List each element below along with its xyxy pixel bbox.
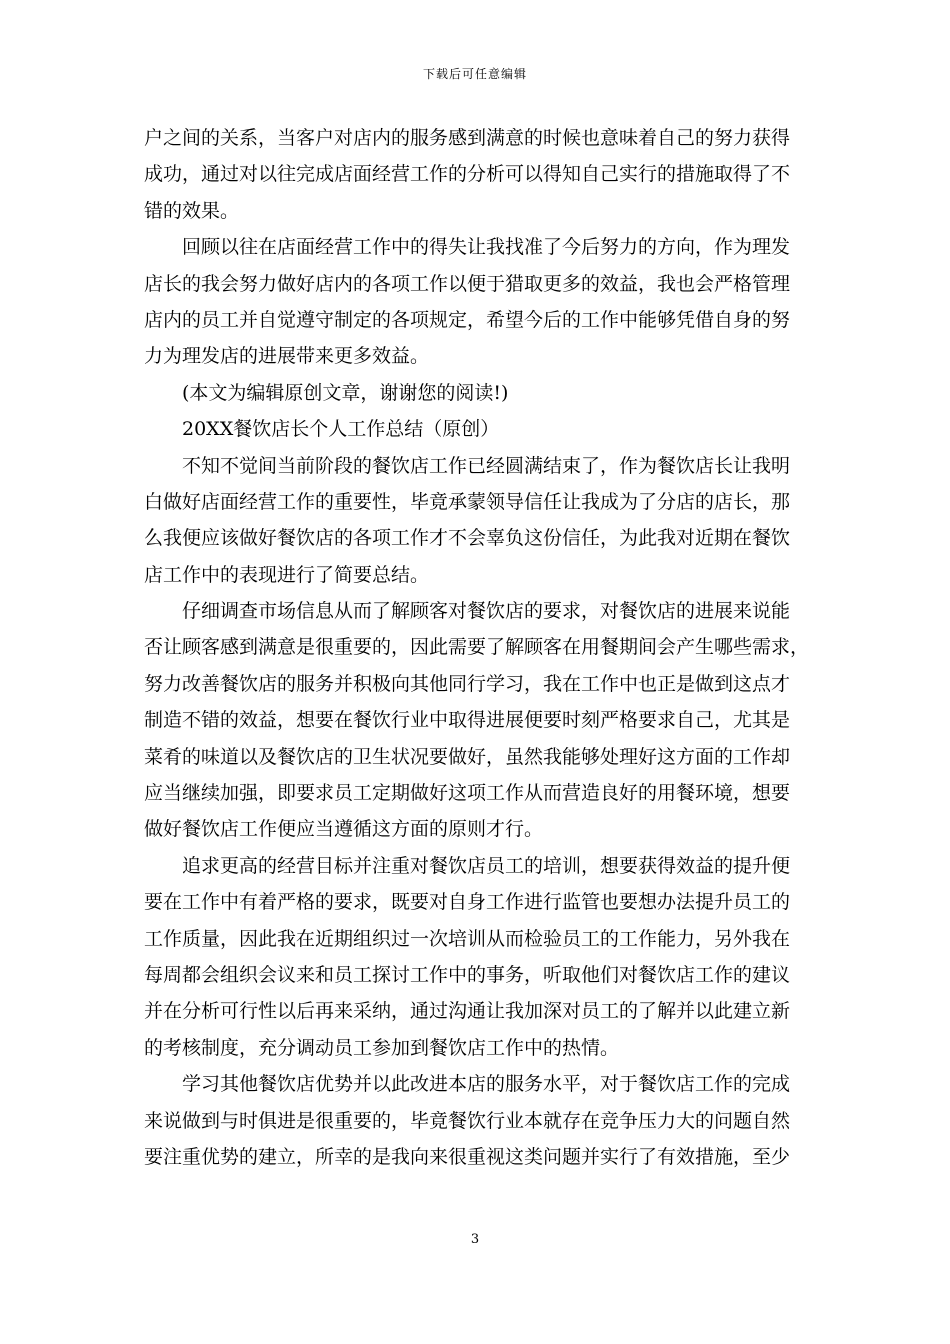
text-line: 否让顾客感到满意是很重要的，因此需要了解顾客在用餐期间会产生哪些需求， <box>144 636 810 659</box>
text-line: 工作质量，因此我在近期组织过一次培训从而检验员工的工作能力，另外我在 <box>144 927 791 950</box>
text-line: 店长的我会努力做好店内的各项工作以便于猎取更多的效益，我也会严格管理 <box>144 272 791 295</box>
text-line: 做好餐饮店工作便应当遵循这方面的原则才行。 <box>144 818 544 841</box>
text-line: 努力改善餐饮店的服务并积极向其他同行学习，我在工作中也正是做到这点才 <box>144 672 791 695</box>
text-line: 学习其他餐饮店优势并以此改进本店的服务水平，对于餐饮店工作的完成 <box>182 1073 791 1096</box>
text-line: 应当继续加强，即要求员工定期做好这项工作从而营造良好的用餐环境，想要 <box>144 782 791 805</box>
text-line: 成功，通过对以往完成店面经营工作的分析可以得知自己实行的措施取得了不 <box>144 163 791 186</box>
text-line: 来说做到与时俱进是很重要的，毕竟餐饮行业本就存在竞争压力大的问题自然 <box>144 1109 791 1132</box>
text-line: 店工作中的表现进行了简要总结。 <box>144 563 430 586</box>
page-header: 下载后可任意编辑 <box>422 67 527 81</box>
text-line: 每周都会组织会议来和员工探讨工作中的事务，听取他们对餐饮店工作的建议 <box>144 963 791 986</box>
text-line: 制造不错的效益，想要在餐饮行业中取得进展便要时刻严格要求自己，尤其是 <box>144 709 791 732</box>
text-line: 要在工作中有着严格的要求，既要对自身工作进行监管也要想办法提升员工的 <box>144 891 791 914</box>
text-line: 店内的员工并自觉遵守制定的各项规定，希望今后的工作中能够凭借自身的努 <box>144 308 791 331</box>
text-line: 菜肴的味道以及餐饮店的卫生状况要做好，虽然我能够处理好这方面的工作却 <box>144 745 791 768</box>
text-line: (本文为编辑原创文章，谢谢您的阅读!) <box>182 381 509 404</box>
text-line: 白做好店面经营工作的重要性，毕竟承蒙领导信任让我成为了分店的店长，那 <box>144 490 791 513</box>
text-line: 户之间的关系，当客户对店内的服务感到满意的时候也意味着自己的努力获得 <box>144 127 791 149</box>
text-line: 不知不觉间当前阶段的餐饮店工作已经圆满结束了，作为餐饮店长让我明 <box>182 454 791 477</box>
page-number: 3 <box>470 1232 480 1247</box>
text-line: 回顾以往在店面经营工作中的得失让我找准了今后努力的方向，作为理发 <box>182 236 791 259</box>
text-line: 么我便应该做好餐饮店的各项工作才不会辜负这份信任，为此我对近期在餐饮 <box>144 527 791 550</box>
document-body <box>144 120 816 1175</box>
text-line: 的考核制度，充分调动员工参加到餐饮店工作中的热情。 <box>144 1036 620 1059</box>
text-line: 追求更高的经营目标并注重对餐饮店员工的培训，想要获得效益的提升便 <box>182 854 791 877</box>
text-line: 仔细调查市场信息从而了解顾客对餐饮店的要求，对餐饮店的进展来说能 <box>182 600 791 623</box>
text-line: 错的效果。 <box>144 199 240 222</box>
text-line: 要注重优势的建立，所幸的是我向来很重视这类问题并实行了有效措施，至少 <box>144 1145 791 1168</box>
text-line: 并在分析可行性以后再来采纳，通过沟通让我加深对员工的了解并以此建立新 <box>144 1000 791 1023</box>
text-line: 力为理发店的进展带来更多效益。 <box>144 345 430 368</box>
section-title: 20XX餐饮店长个人工作总结（原创） <box>182 418 500 441</box>
